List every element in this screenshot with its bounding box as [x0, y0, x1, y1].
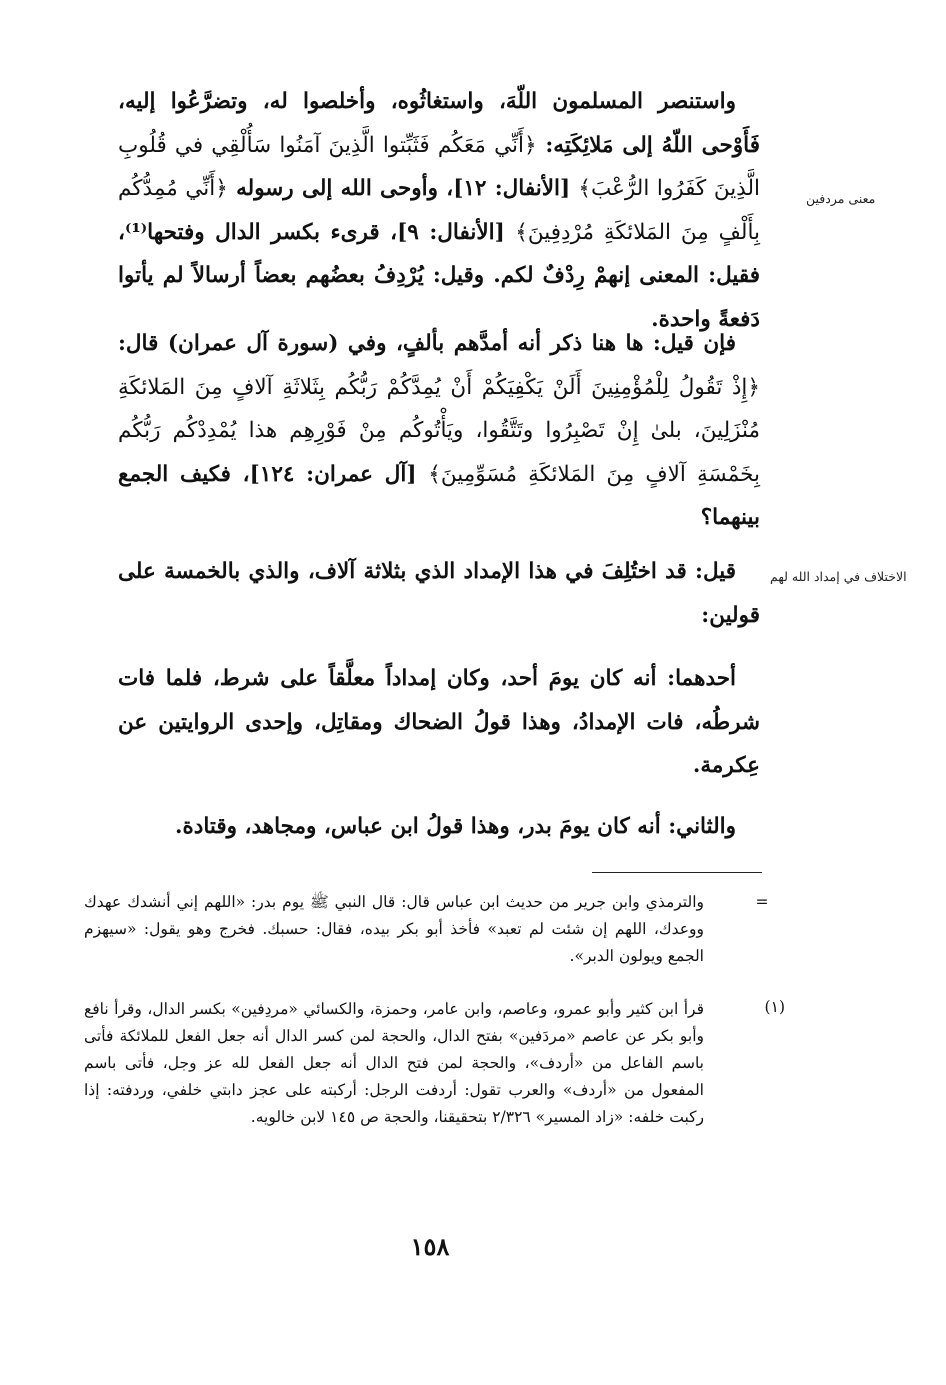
- paragraph-4: [118, 657, 760, 788]
- footnote-1-mark: (١): [764, 998, 785, 1016]
- footnote-text: قرأ ابن كثير وأبو عمرو، وعاصم، وابن عامر، وحمزة، والكسائي «مردِفين» بكسر الدال، وقرأ نافع وأبو بكر عن عاصم «مردَفين» بفتح الدال، والحجة لمن كسر الدال أنه جعل الفعل للملائكة فأتى باسم الفاعل من «أردف»، والحجة لمن فتح الدال أنه جعل الفعل لله عز وجل، فأتى باسم المفعول من «أردف» والعرب تقول: أردفت الرجل: أركبته على عجز دابتي خلفي، وردفته: إذا ركبت خلفه: «زاد المسير» ٢/٣٢٦ بتحقيقنا، والحجة ص ١٤٥ لابن خالويه.: [84, 1000, 704, 1126]
- margin-note-meaning-murdifin: معنى مردفين: [806, 191, 876, 206]
- text-run: [آل عمران: ١٢٤]، فكيف الجمع بينهما؟: [118, 461, 760, 530]
- second-opinion-text: والثاني: أنه كان يومَ بدر، وهذا قولُ ابن عباس، ومجاهد، وقتادة.: [175, 814, 736, 839]
- footnote-1: [84, 996, 704, 1131]
- footnote-continuation-mark: =: [755, 893, 769, 911]
- footnote-continuation: [84, 889, 704, 970]
- answer-text: قيل: قد اختُلِفَ في هذا الإمداد الذي بثلاثة آلاف، والذي بالخمسة على قولين:: [118, 559, 760, 628]
- footnote-text: والترمذي وابن جرير من حديث ابن عباس قال: قال النبي ﷺ يوم بدر: «اللهم إني أنشدك عهدك ووعدك، اللهم إن شئت لم تعبد» فأخذ أبو بكر بيده، فقال: حسبك. فخرج وهو يقول: «سيهزم الجمع ويولون الدبر».: [84, 893, 704, 965]
- quran-verse: ﴿أَنِّي مُمِدُّكُم بِأَلْفٍ مِنَ المَلائكَةِ مُرْدِفِينَ﴾: [118, 176, 760, 245]
- text-run: فإن قيل: ها هنا ذكر أنه أمدَّهم بألفٍ، وفي (سورة آل عمران) قال:: [118, 331, 736, 356]
- paragraph-1: [118, 80, 760, 341]
- quran-verse: ﴿إِذْ تَقُولُ لِلْمُؤْمِنِينَ أَلَنْ يَكْفِيَكُمْ أَنْ يُمِدَّكُمْ رَبُّكُم بِثَلاثَةِ آلافٍ مِنَ المَلائكَةِ مُنْزَلِينَ، بلىٰ إِنْ تَصْبِرُوا وتَتَّقُوا، ويَأْتُوكُم مِنْ فَوْرِهِم هذا يُمْدِدْكُم رَبُّكُم بِخَمْسَةِ آلافٍ مِنَ المَلائكَةِ مُسَوِّمِينَ﴾: [118, 374, 760, 487]
- paragraph-3: [118, 550, 760, 637]
- first-opinion-text: أحدهما: أنه كان يومَ أحد، وكان إمداداً معلَّقاً على شرط، فلما فات شرطُه، فات الإمدادُ، وهذا قولُ الضحاك ومقاتِل، وإحدى الروايتين عن عِكرمة.: [118, 666, 760, 778]
- paragraph-2: [118, 322, 760, 540]
- text-run: واستنصر المسلمون اللّهَ، واستغاثُوه، وأخلصوا له، وتضرَّعُوا إليه، فَأَوْحى اللّهُ إلى مَلائِكَتِه:: [118, 89, 760, 158]
- footnote-divider: [592, 872, 762, 873]
- quran-verse: ﴿أَنِّي مَعَكُم فَثَبِّتوا الَّذِينَ آمَنُوا سَأُلْقِي في قُلُوبِ الَّذِينَ كَفَرُوا الرُّعْبَ﴾: [118, 132, 760, 201]
- paragraph-5: [118, 805, 760, 849]
- text-run: [الأنفال: ١٢]، وأوحى الله إلى رسوله: [227, 176, 579, 201]
- text-run: [الأنفال: ٩]، قرىء بكسر الدال وفتحها⁽¹⁾، فقيل: المعنى إنهمْ رِدْفٌ لكم. وقيل: يُرْدِفُ بعضُهم بعضاً أرسالاً لم يأتوا دَفعةً واحدة.: [118, 219, 760, 332]
- margin-note-divine-support: الاختلاف في إمداد الله لهم: [770, 569, 907, 584]
- page-number: ١٥٨: [410, 1232, 450, 1261]
